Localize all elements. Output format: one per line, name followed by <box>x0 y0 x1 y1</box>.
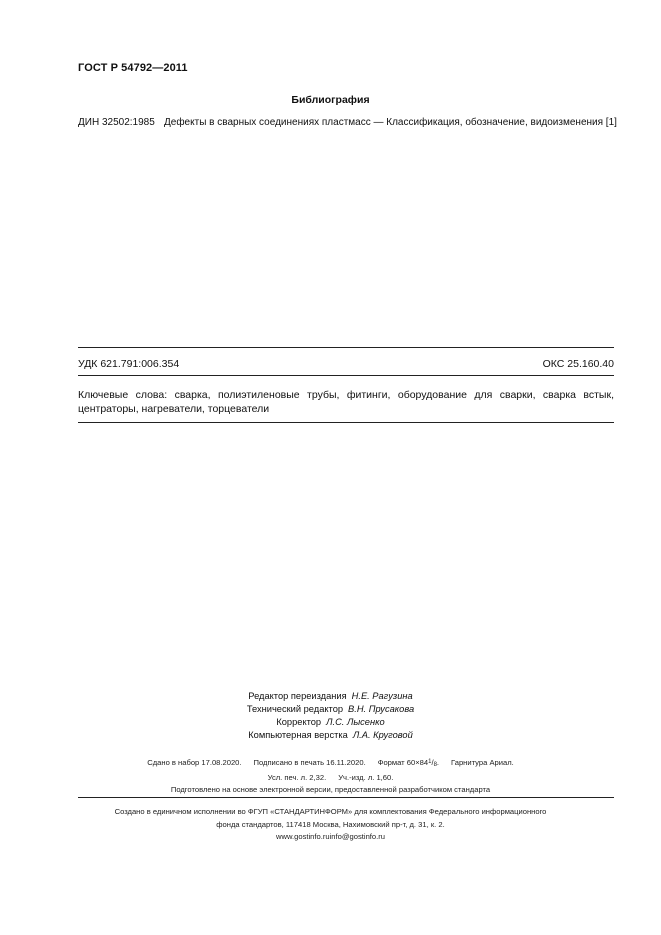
imprint-block <box>0 756 661 797</box>
imprint-line <box>0 756 661 772</box>
publisher-site-link[interactable]: www.gostinfo.ru <box>275 832 330 841</box>
imprint-submitted: Сдано в набор 17.08.2020. <box>147 758 242 767</box>
publisher-block <box>0 806 661 844</box>
divider-top <box>78 347 614 348</box>
credit-line <box>0 716 661 729</box>
keywords-text: Ключевые слова: сварка, полиэтиленовые трубы, фитинги, оборудование для сварки, сварка встык, центраторы, нагреватели, торцеватели <box>78 389 614 415</box>
imprint-pub-sheets: Уч.-изд. л. 1,60. <box>338 772 394 782</box>
credit-line <box>0 703 661 716</box>
imprint-line <box>0 772 661 785</box>
imprint-prepared: Подготовлено на основе электронной версии, предоставленной разработчиком стандарта <box>170 785 491 794</box>
imprint-typeface: Гарнитура Ариал. <box>451 758 514 767</box>
publisher-line: фонда стандартов, 117418 Москва, Нахимовский пр-т, д. 31, к. 2. <box>216 819 445 829</box>
credit-name: В.Н. Прусакова <box>348 704 415 714</box>
bibliography-entry-text: Дефекты в сварных соединениях пластмасс — Классификация, обозначение, видоизменения [1] <box>164 117 617 128</box>
credit-role: Редактор переиздания <box>248 691 347 701</box>
publisher-contacts <box>0 831 661 844</box>
credit-line <box>0 690 661 703</box>
document-code: ГОСТ Р 54792—2011 <box>78 62 188 74</box>
credit-name: Н.Е. Рагузина <box>351 691 413 701</box>
oks-code: ОКС 25.160.40 <box>542 358 614 370</box>
credit-name: Л.С. Лысенко <box>326 717 385 727</box>
credit-name: Л.А. Круговой <box>352 730 413 740</box>
bibliography-title: Библиография <box>291 94 370 106</box>
publisher-email-link[interactable]: info@gostinfo.ru <box>329 832 386 841</box>
credit-line <box>0 729 661 742</box>
divider-publisher <box>78 797 614 798</box>
credits-block <box>0 690 661 742</box>
bibliography-entry <box>78 117 638 128</box>
divider-bottom <box>78 422 614 423</box>
imprint-print-sheets: Усл. печ. л. 2,32. <box>267 772 327 782</box>
divider-middle <box>78 375 614 376</box>
bibliography-entry-code: ДИН 32502:1985 <box>78 117 155 128</box>
imprint-signed: Подписано в печать 16.11.2020. <box>253 758 366 767</box>
credit-role: Технический редактор <box>246 704 344 714</box>
imprint-format: Формат $60\times 84^1/8$. <box>377 758 440 768</box>
credit-role: Компьютерная верстка <box>248 730 348 740</box>
credit-role: Корректор <box>276 717 322 727</box>
udk-code: УДК 621.791:006.354 <box>78 358 180 370</box>
publisher-line: Создано в единичном исполнении во ФГУП «СТАНДАРТИНФОРМ» для комплектования Федерального информационного <box>114 807 547 816</box>
